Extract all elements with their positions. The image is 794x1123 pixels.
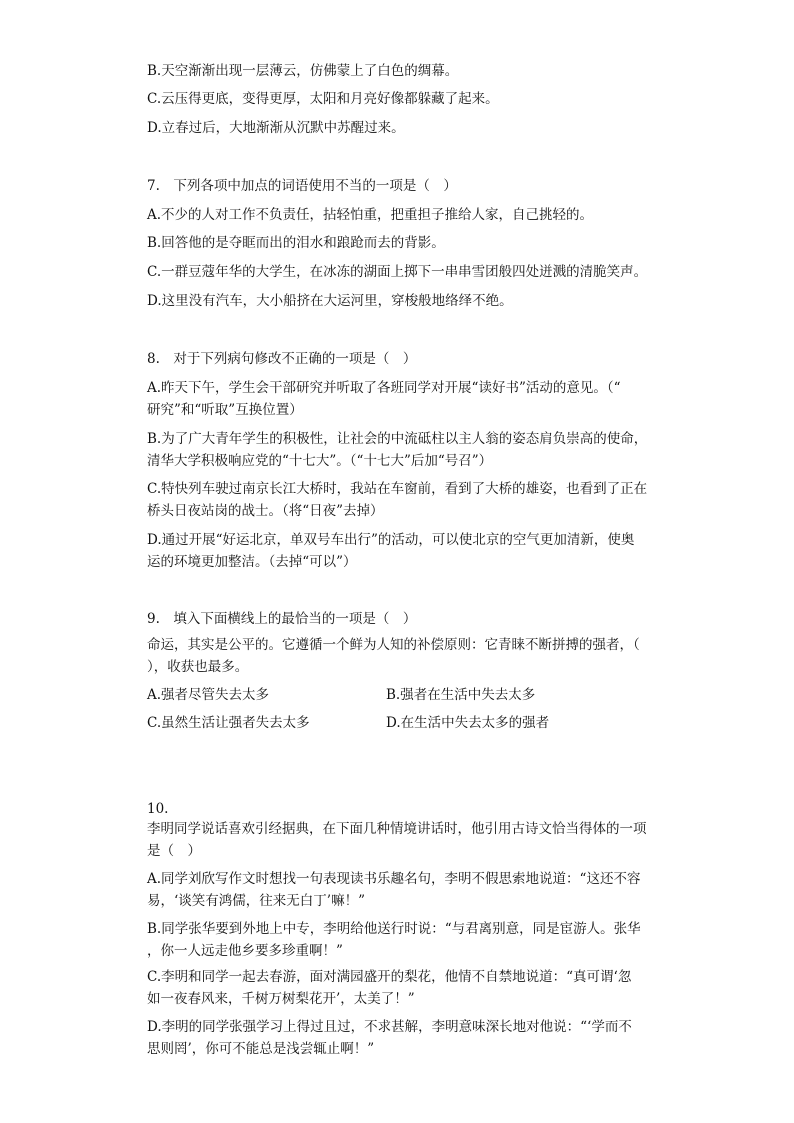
q7-option-d: D.这里没有汽车，大小船挤在大运河里，穿梭般地络绎不绝。 [147,293,513,309]
q6-option-b: B.天空渐渐出现一层薄云，仿佛蒙上了白色的绸幕。 [147,63,459,79]
q8-option-c-line1: C.特快列车驶过南京长江大桥时，我站在车窗前，看到了大桥的雄姿，也看到了正在 [147,481,648,497]
q10-option-d-line1: D.李明的同学张强学习上得过且过，不求甚解，李明意味深长地对他说：“‘学而不 [147,1019,632,1035]
q10-option-d-line2: 思则罔’，你可不能总是浅尝辄止啊！” [147,1041,375,1057]
q9-option-d: D.在生活中失去太多的强者 [386,715,550,731]
q7-option-b: B.回答他的是夺眶而出的泪水和踉跄而去的背影。 [147,235,445,251]
q10-option-a-line2: 易，‘谈笑有鸿儒，往来无白丁’嘛！” [147,893,365,909]
q10-stem-line1: 李明同学说话喜欢引经据典，在下面几种情境讲话时，他引用古诗文恰当得体的一项 [147,821,647,837]
q8-option-a-line1: A.昨天下午，学生会干部研究并听取了各班同学对开展“读好书”活动的意见。（“ [147,380,621,396]
q10-option-b-line1: B.同学张华要到外地上中专，李明给他送行时说：“与君离别意，同是宦游人。张华 [147,921,641,937]
q9-title: 9. 填入下面横线上的最恰当的一项是（ ） [147,611,417,627]
q9-stem-line2: ），收获也最多。 [147,659,249,675]
q10-stem-line2: 是（ ） [147,843,201,859]
q7-option-c: C.一群豆蔻年华的大学生，在冰冻的湖面上掷下一串串雪团般四处迸溅的清脆笑声。 [147,264,648,280]
q10-number: 10. [147,801,169,817]
q6-option-d: D.立春过后，大地渐渐从沉默中苏醒过来。 [147,120,405,136]
q8-title: 8. 对于下列病句修改不正确的一项是（ ） [147,351,417,367]
q6-option-c: C.云压得更底，变得更厚，太阳和月亮好像都躲藏了起来。 [147,91,499,107]
q7-title: 7. 下列各项中加点的词语使用不当的一项是（ ） [147,178,457,194]
q8-option-b-line2: 清华大学积极响应党的“十七大”。（“十七大”后加“号召”） [147,453,493,469]
q10-option-b-line2: ，你一人远走他乡要多珍重啊！” [147,943,343,959]
q8-option-c-line2: 桥头日夜站岗的战士。（将“日夜”去掉） [147,503,384,519]
q10-option-c-line1: C.李明和同学一起去春游，面对满园盛开的梨花，他情不自禁地说道：“真可谓‘忽 [147,969,632,985]
q8-option-d-line1: D.通过开展“好运北京，单双号车出行”的活动，可以使北京的空气更加清新，使奥 [147,532,635,548]
q9-option-a: A.强者尽管失去太多 [147,687,270,703]
q8-option-a-line2: 研究”和“听取”互换位置） [147,402,303,418]
q10-option-c-line2: 如一夜春风来，千树万树梨花开’，太美了！” [147,991,415,1007]
q10-option-a-line1: A.同学刘欣写作文时想找一句表现读书乐趣名句，李明不假思索地说道：“这还不容 [147,871,641,887]
q9-option-c: C.虽然生活让强者失去太多 [147,715,310,731]
q9-stem-line1: 命运，其实是公平的。它遵循一个鲜为人知的补偿原则：它青睐不断拼搏的强者，（ [147,637,640,653]
q7-option-a: A.不少的人对工作不负责任，拈轻怕重，把重担子推给人家，自己挑轻的。 [147,207,594,223]
q9-option-b: B.强者在生活中失去太多 [386,687,536,703]
q8-option-d-line2: 运的环境更加整洁。（去掉“可以”） [147,554,357,570]
q8-option-b-line1: B.为了广大青年学生的积极性，让社会的中流砥柱以主人翁的姿态肩负崇高的使命， [147,431,648,447]
